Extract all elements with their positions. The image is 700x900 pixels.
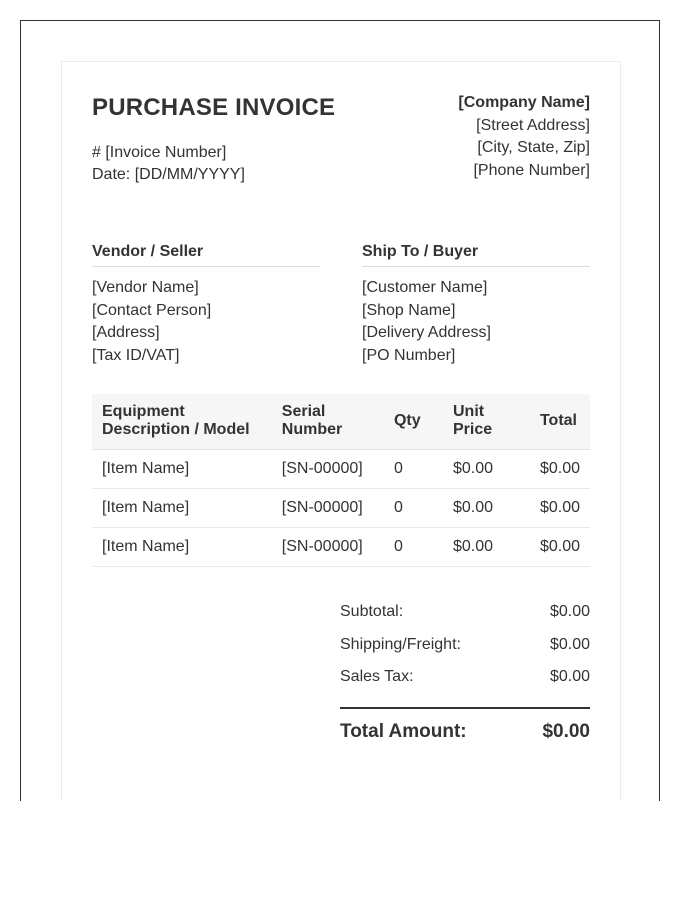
header-serial: Serial Number — [272, 394, 384, 450]
cell-total: $0.00 — [530, 450, 590, 489]
company-phone: [Phone Number] — [473, 161, 590, 179]
cell-unit-price: $0.00 — [443, 450, 530, 489]
cell-serial: [SN-00000] — [272, 450, 384, 489]
company-name: [Company Name] — [458, 94, 590, 111]
subtotal-value: $0.00 — [549, 603, 590, 620]
buyer-heading: Ship To / Buyer — [362, 242, 590, 267]
vendor-address: [Address] — [92, 324, 160, 341]
vendor-contact: [Contact Person] — [92, 301, 212, 319]
header-qty: Qty — [384, 394, 443, 450]
cell-unit-price: $0.00 — [443, 489, 530, 528]
totals-divider — [340, 707, 590, 709]
header-total: Total — [530, 394, 590, 450]
sales-tax-value: $0.00 — [549, 668, 590, 685]
cell-description: [Item Name] — [92, 450, 272, 489]
sales-tax-row — [340, 667, 590, 700]
header-unit-price: Unit Price — [443, 394, 530, 450]
cell-unit-price: $0.00 — [443, 528, 530, 567]
cell-qty: 0 — [384, 489, 443, 528]
grand-total-value: $0.00 — [542, 720, 590, 742]
subtotal-row — [340, 602, 590, 635]
cell-total: $0.00 — [530, 489, 590, 528]
items-table — [92, 394, 590, 567]
grand-total-row — [340, 720, 590, 744]
cell-qty: 0 — [384, 528, 443, 567]
cell-qty: 0 — [384, 450, 443, 489]
buyer-section — [362, 242, 590, 367]
totals-section — [340, 602, 590, 744]
header-description: Equipment Description / Model — [92, 394, 272, 450]
company-city: [City, State, Zip] — [477, 139, 590, 156]
table-row — [92, 489, 590, 528]
cell-serial: [SN-00000] — [272, 528, 384, 567]
invoice-date: Date: [DD/MM/YYYY] — [92, 166, 245, 183]
grand-total-label: Total Amount: — [340, 720, 467, 742]
vendor-tax-id: [Tax ID/VAT] — [92, 346, 180, 364]
cell-description: [Item Name] — [92, 489, 272, 528]
company-info — [458, 92, 590, 182]
invoice-title: PURCHASE INVOICE — [92, 94, 336, 121]
cell-serial: [SN-00000] — [272, 489, 384, 528]
invoice-content — [92, 0, 590, 900]
buyer-po-number: [PO Number] — [362, 346, 456, 364]
shipping-label: Shipping/Freight: — [340, 635, 461, 653]
invoice-meta — [92, 142, 245, 186]
vendor-heading: Vendor / Seller — [92, 242, 320, 267]
vendor-section — [92, 242, 320, 367]
company-street: [Street Address] — [476, 116, 590, 134]
shipping-row — [340, 635, 590, 668]
sales-tax-label: Sales Tax: — [340, 668, 414, 685]
vendor-name: [Vendor Name] — [92, 279, 199, 296]
buyer-shop-name: [Shop Name] — [362, 301, 456, 319]
cell-description: [Item Name] — [92, 528, 272, 567]
cell-total: $0.00 — [530, 528, 590, 567]
invoice-number: # [Invoice Number] — [92, 144, 227, 161]
shipping-value: $0.00 — [549, 635, 590, 653]
table-header-row — [92, 394, 590, 450]
subtotal-label: Subtotal: — [340, 603, 404, 620]
buyer-customer-name: [Customer Name] — [362, 279, 488, 296]
table-row — [92, 528, 590, 567]
table-row — [92, 450, 590, 489]
buyer-delivery-address: [Delivery Address] — [362, 324, 491, 341]
